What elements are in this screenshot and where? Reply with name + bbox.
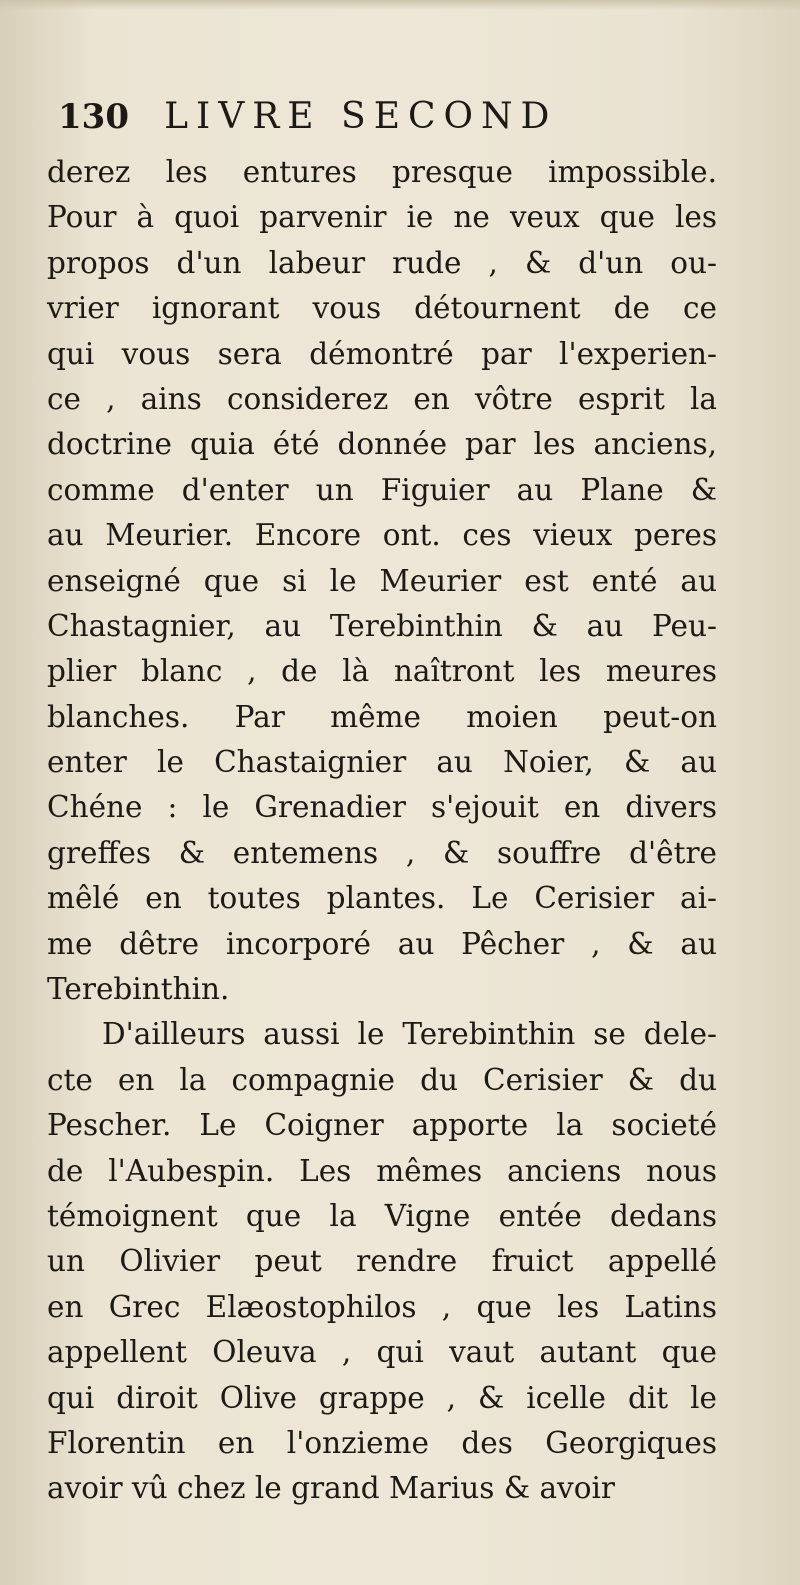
- text-line: au Meurier. Encore ont. ces vieux peres: [47, 518, 717, 553]
- text-line: plier blanc , de là naîtront les meures: [47, 654, 717, 689]
- text-line: un Olivier peut rendre fruict appellé: [47, 1244, 717, 1279]
- text-line: comme d'enter un Figuier au Plane &: [47, 472, 717, 507]
- page-number: 130: [58, 97, 129, 137]
- text-line: qui vous sera démontré par l'experien-: [47, 336, 717, 371]
- text-line: appellent Oleuva , qui vaut autant que: [47, 1335, 717, 1370]
- text-line: D'ailleurs aussi le Terebinthin se dele-: [102, 1017, 717, 1052]
- text-line: greffes & entemens , & souffre d'être: [47, 835, 717, 870]
- text-line: qui diroit Olive grappe , & icelle dit le: [47, 1380, 717, 1415]
- running-title: LIVRE SECOND: [164, 96, 558, 137]
- text-line: avoir vû chez le grand Marius & avoir: [47, 1471, 616, 1506]
- text-line: Pour à quoi parvenir ie ne veux que les: [47, 200, 717, 235]
- paragraph: [47, 150, 717, 1012]
- text-line: enseigné que si le Meurier est enté au: [47, 563, 717, 598]
- text-line: Chastagnier, au Terebinthin & au Peu-: [47, 608, 717, 643]
- paragraph: [47, 1012, 717, 1511]
- text-line: de l'Aubespin. Les mêmes anciens nous: [47, 1153, 717, 1188]
- text-line: témoignent que la Vigne entée dedans: [47, 1198, 717, 1233]
- text-line: cte en la compagnie du Cerisier & du: [47, 1062, 717, 1097]
- text-line: me dêtre incorporé au Pêcher , & au: [47, 926, 717, 961]
- text-line: derez les entures presque impossible.: [47, 155, 717, 189]
- text-line: ce , ains considerez en vôtre esprit la: [47, 381, 717, 416]
- running-header: [58, 96, 557, 146]
- text-line: Pescher. Le Coigner apporte la societé: [47, 1108, 717, 1143]
- text-line: mêlé en toutes plantes. Le Cerisier ai-: [47, 881, 717, 916]
- page-edge-shadow: [0, 0, 800, 10]
- text-line: doctrine quia été donnée par les anciens,: [47, 427, 717, 462]
- text-line: Terebinthin.: [47, 972, 230, 1007]
- text-line: en Grec Elæostophilos , que les Latins: [47, 1289, 717, 1324]
- text-line: Chéne : le Grenadier s'ejouit en divers: [47, 790, 717, 825]
- text-body: [47, 150, 717, 1512]
- text-line: enter le Chastaignier au Noier, & au: [47, 745, 717, 780]
- text-line: vrier ignorant vous détournent de ce: [47, 291, 717, 326]
- text-line: Florentin en l'onzieme des Georgiques: [47, 1425, 717, 1460]
- text-line: blanches. Par même moien peut-on: [47, 699, 717, 734]
- text-line: propos d'un labeur rude , & d'un ou-: [47, 245, 717, 280]
